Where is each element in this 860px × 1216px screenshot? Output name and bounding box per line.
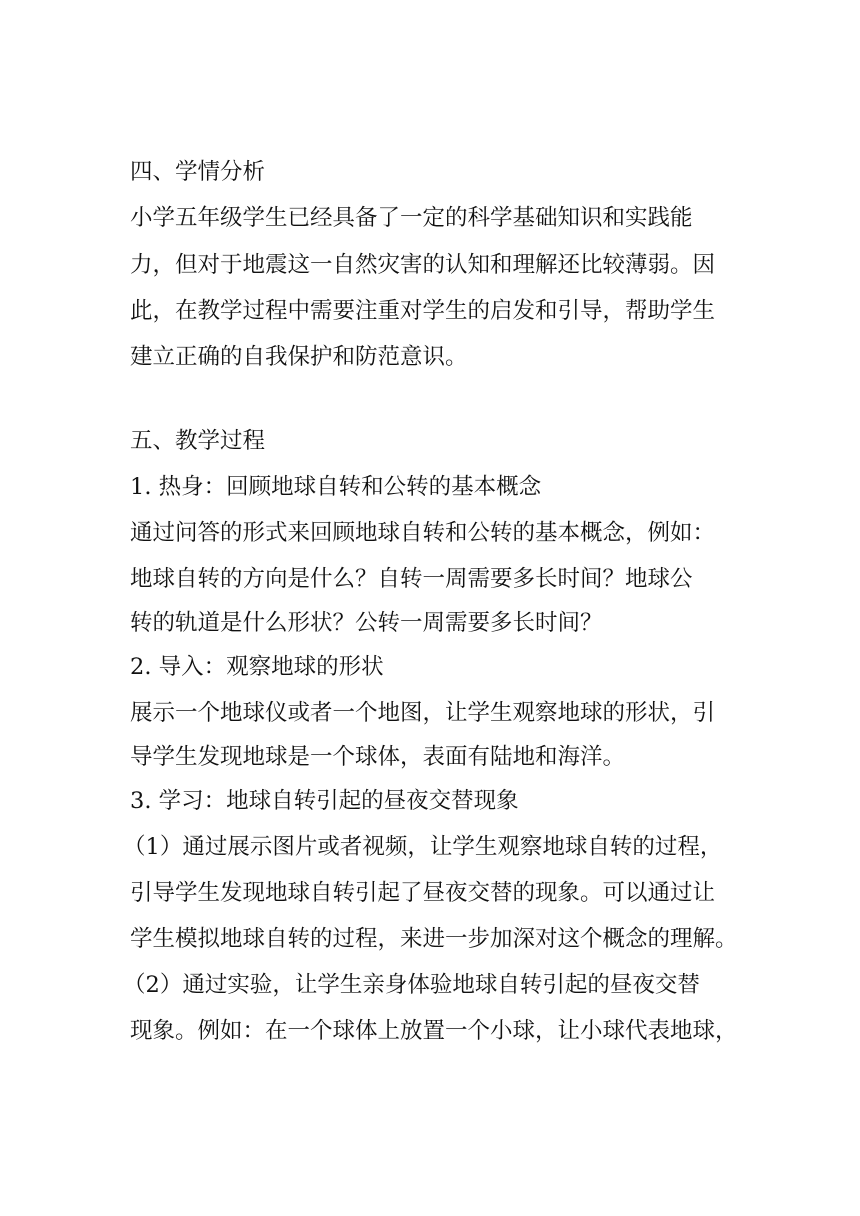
paragraph-line: （2）通过实验，让学生亲身体验地球自转引起的昼夜交替 (123, 972, 700, 998)
paragraph-line: 导学生发现地球是一个球体，表面有陆地和海洋。 (130, 744, 626, 770)
paragraph-line: 建立正确的自我保护和防范意识。 (130, 344, 468, 370)
paragraph-line: 力，但对于地震这一自然灾害的认知和理解还比较薄弱。因 (130, 252, 716, 278)
section-heading-teaching-process: 五、教学过程 (130, 428, 266, 454)
paragraph-line: 转的轨道是什么形状？公转一周需要多长时间？ (130, 610, 603, 636)
paragraph-line: 引导学生发现地球自转引起了昼夜交替的现象。可以通过让 (130, 880, 716, 906)
paragraph-line: 地球自转的方向是什么？自转一周需要多长时间？地球公 (130, 566, 693, 592)
paragraph-line: 学生模拟地球自转的过程，来进一步加深对这个概念的理解。 (130, 926, 738, 952)
paragraph-line: （1）通过展示图片或者视频，让学生观察地球自转的过程， (123, 834, 723, 860)
paragraph-line: 现象。例如：在一个球体上放置一个小球，让小球代表地球， (130, 1018, 738, 1044)
step-heading: 2. 导入：观察地球的形状 (130, 654, 384, 680)
step-heading: 3. 学习：地球自转引起的昼夜交替现象 (130, 788, 519, 814)
paragraph-line: 小学五年级学生已经具备了一定的科学基础知识和实践能 (130, 205, 693, 231)
paragraph-line: 此，在教学过程中需要注重对学生的启发和引导，帮助学生 (130, 298, 716, 324)
step-heading: 1. 热身：回顾地球自转和公转的基本概念 (130, 474, 542, 500)
paragraph-line: 展示一个地球仪或者一个地图，让学生观察地球的形状，引 (130, 700, 716, 726)
section-heading-student-analysis: 四、学情分析 (130, 159, 266, 185)
paragraph-line: 通过问答的形式来回顾地球自转和公转的基本概念，例如： (130, 520, 716, 546)
